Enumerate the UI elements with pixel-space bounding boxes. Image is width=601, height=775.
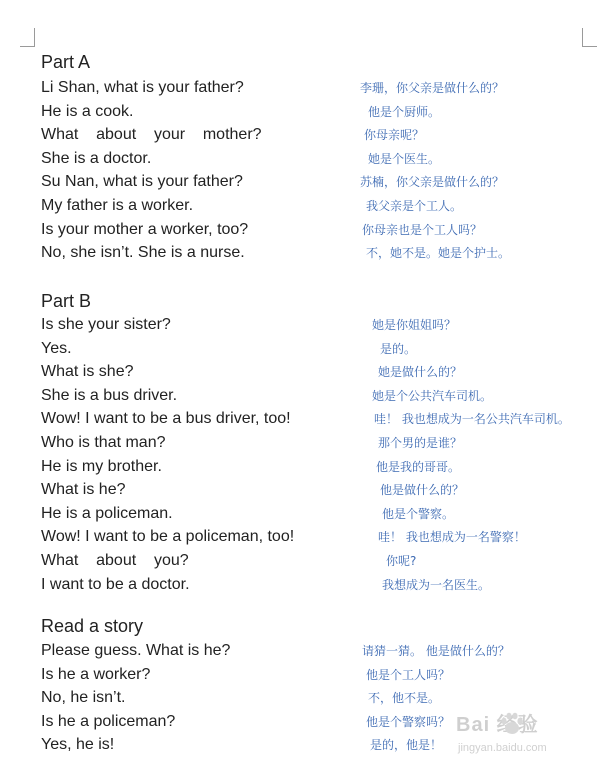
chinese-translation: 我想成为一名医生。 xyxy=(382,578,491,592)
english-line: What about your mother? xyxy=(41,126,262,143)
english-line: Wow! I want to be a bus driver, too! xyxy=(41,410,291,427)
section-heading: Part B xyxy=(41,291,92,311)
english-line: Yes. xyxy=(41,340,72,357)
english-line: Wow! I want to be a policeman, too! xyxy=(41,528,295,545)
chinese-translation: 李珊，你父亲是做什么的？ xyxy=(360,81,505,95)
crop-mark-left xyxy=(20,28,35,47)
chinese-translation: 请猜一猜。 他是做什么的？ xyxy=(362,644,510,658)
english-line: Li Shan, what is your father? xyxy=(41,79,244,96)
crop-mark-right xyxy=(582,28,597,47)
watermark-logo-text: Bai 经验 xyxy=(456,714,539,736)
english-line: Please guess. What is he? xyxy=(41,642,231,659)
chinese-translation: 是的，他是！ xyxy=(370,738,443,752)
english-line: He is my brother. xyxy=(41,458,162,475)
english-line: He is a policeman. xyxy=(41,505,173,522)
chinese-translation: 她是个医生。 xyxy=(368,152,441,166)
english-line: No, he isn’t. xyxy=(41,689,126,706)
chinese-translation: 他是我的哥哥。 xyxy=(376,460,461,474)
watermark-url: jingyan.baidu.com xyxy=(458,742,547,754)
english-line: Is she your sister? xyxy=(41,316,171,333)
english-line: Is your mother a worker, too? xyxy=(41,221,249,238)
chinese-translation: 苏楠，你父亲是做什么的？ xyxy=(360,175,505,189)
chinese-translation: 是的。 xyxy=(380,342,417,356)
chinese-translation: 不，他不是。 xyxy=(368,691,441,705)
chinese-translation: 你母亲也是个工人吗？ xyxy=(362,223,483,237)
english-line: Su Nan, what is your father? xyxy=(41,173,243,190)
section-heading: Read a story xyxy=(41,616,144,636)
chinese-translation: 你母亲呢？ xyxy=(364,128,425,142)
english-line: Who is that man? xyxy=(41,434,166,451)
chinese-translation: 他是个厨师。 xyxy=(368,105,441,119)
chinese-translation: 那个男的是谁？ xyxy=(378,436,463,450)
chinese-translation: 她是你姐姐吗？ xyxy=(372,318,457,332)
chinese-translation: 他是个警察吗？ xyxy=(366,715,451,729)
english-line: No, she isn’t. She is a nurse. xyxy=(41,244,245,261)
chinese-translation: 他是做什么的？ xyxy=(380,483,465,497)
chinese-translation: 她是个公共汽车司机。 xyxy=(372,389,493,403)
english-line: My father is a worker. xyxy=(41,197,194,214)
chinese-translation: 我父亲是个工人。 xyxy=(366,199,463,213)
english-line: Is he a policeman? xyxy=(41,713,176,730)
watermark xyxy=(456,708,596,768)
english-line: He is a cook. xyxy=(41,103,134,120)
english-line: What about you? xyxy=(41,552,189,569)
chinese-translation: 她是做什么的？ xyxy=(378,365,463,379)
chinese-translation: 哇！ 我也想成为一名警察！ xyxy=(378,530,526,544)
section-heading: Part A xyxy=(41,52,91,72)
english-line: She is a doctor. xyxy=(41,150,152,167)
english-line: Is he a worker? xyxy=(41,666,151,683)
english-line: She is a bus driver. xyxy=(41,387,178,404)
chinese-translation: 他是个工人吗？ xyxy=(366,668,451,682)
chinese-translation: 他是个警察。 xyxy=(382,507,455,521)
english-line: I want to be a doctor. xyxy=(41,576,190,593)
english-line: What is he? xyxy=(41,481,126,498)
english-line: What is she? xyxy=(41,363,134,380)
chinese-translation: 哇！ 我也想成为一名公共汽车司机。 xyxy=(374,412,570,426)
chinese-translation: 不，她不是。她是个护士。 xyxy=(366,246,511,260)
chinese-translation: 你呢? xyxy=(386,554,417,568)
paw-icon xyxy=(499,712,525,736)
english-line: Yes, he is! xyxy=(41,736,115,753)
